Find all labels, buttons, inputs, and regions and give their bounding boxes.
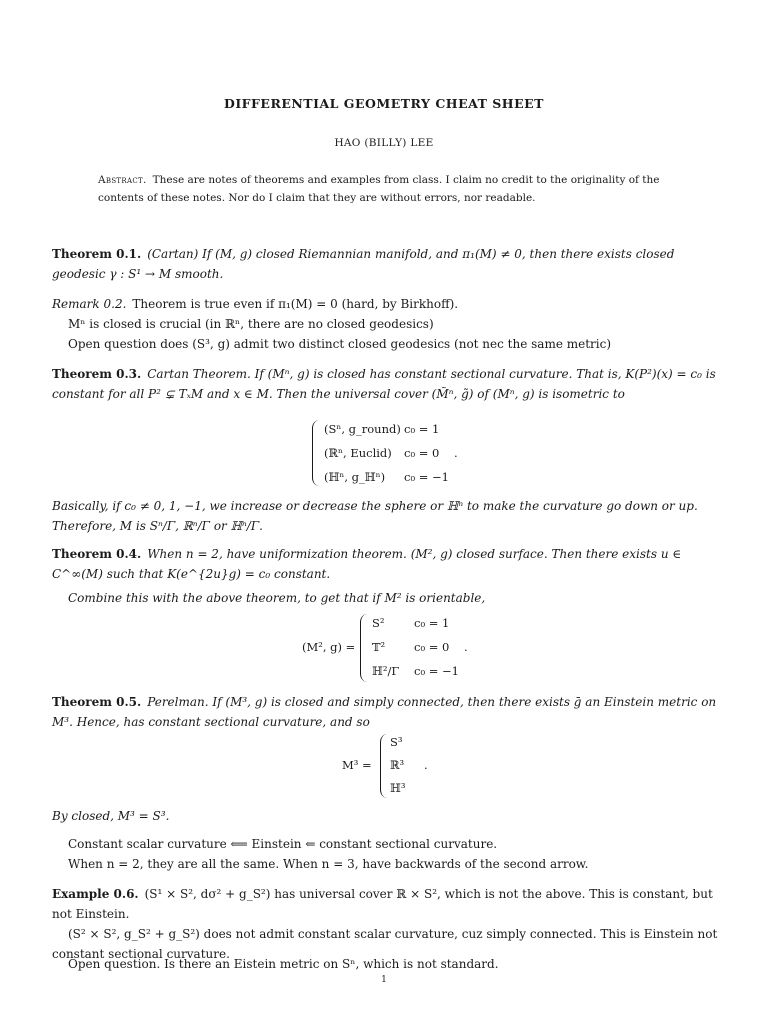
curvature-notes xyxy=(52,834,720,874)
case-space: (ℍⁿ, g_ℍⁿ) xyxy=(324,470,386,484)
theorem-0-4 xyxy=(52,544,720,584)
theorem-0-5 xyxy=(52,692,720,732)
theorem-0-5-equation xyxy=(342,732,452,804)
case-row xyxy=(404,422,439,436)
case-space: 𝕋² xyxy=(372,640,386,654)
case-row xyxy=(324,446,392,460)
theorem-0-1-text: (Cartan) If (M, g) closed Riemannian manifold, and π₁(M) ≠ 0, then there exists closed geodesic γ : S¹ → M smooth. xyxy=(52,247,675,281)
abstract xyxy=(98,171,676,207)
case-space: ℍ³ xyxy=(390,781,406,795)
remark-0-2-line1: Theorem is true even if π₁(M) = 0 (hard, by Birkhoff). xyxy=(132,297,459,311)
theorem-0-3-cases xyxy=(312,418,472,492)
case-row xyxy=(404,446,439,460)
left-brace xyxy=(360,614,367,682)
case-space: (Sⁿ, g_round) xyxy=(324,422,401,436)
case-condition: c₀ = −1 xyxy=(404,470,449,484)
theorem-0-3-label: Theorem 0.3. xyxy=(52,367,142,381)
case-condition: c₀ = 0 xyxy=(404,446,440,460)
case-space: ℍ²/Γ xyxy=(372,664,400,678)
document-title: DIFFERENTIAL GEOMETRY CHEAT SHEET xyxy=(224,96,544,111)
theorem-0-4-label: Theorem 0.4. xyxy=(52,547,142,561)
theorem-0-3-remark: Basically, if c₀ ≠ 0, 1, −1, we increase or decrease the sphere or ℍⁿ to make the curvature go down or up. Therefore, M is Sⁿ/Γ, ℝⁿ/Γ or ℍⁿ/Γ. xyxy=(52,499,698,533)
period: . xyxy=(454,446,458,460)
case-space: S³ xyxy=(390,735,403,749)
theorem-0-5-conclusion: By closed, M³ = S³. xyxy=(52,809,170,823)
period: . xyxy=(424,758,428,772)
abstract-text: These are notes of theorems and examples from class. I claim no credit to the originality of the contents of these notes. Nor do I claim that they are without errors, nor readable. xyxy=(98,174,660,204)
equation-lhs: (M², g) = xyxy=(302,640,356,654)
case-space: S² xyxy=(372,616,385,630)
case-space: ℝ³ xyxy=(390,758,405,772)
theorem-0-3-text: Cartan Theorem. If (Mⁿ, g) is closed has constant sectional curvature. That is, K(P²)(x) = c₀ is constant for all P² ⊊ TₓM and x ∈ M. Then the universal cover (M̃ⁿ, g̃) of (Mⁿ, g) is isometric to xyxy=(52,367,716,401)
remark-0-2-line2: Mⁿ is closed is crucial (in ℝⁿ, there are no closed geodesics) xyxy=(68,317,434,331)
theorem-0-3 xyxy=(52,364,720,404)
author-name: HAO (BILLY) LEE xyxy=(334,137,434,149)
theorem-0-4-combine: Combine this with the above theorem, to get that if M² is orientable, xyxy=(68,591,486,605)
example-0-6 xyxy=(52,884,720,964)
case-condition: c₀ = −1 xyxy=(414,664,459,678)
remark-0-2-line3: Open question does (S³, g) admit two distinct closed geodesics (not nec the same metric) xyxy=(68,337,612,351)
open-question: Open question. Is there an Eistein metric on Sⁿ, which is not standard. xyxy=(68,957,499,971)
example-0-6-text1: (S¹ × S², dσ² + g_S²) has universal cover ℝ × S², which is not the above. This is constant, but not Einstein. xyxy=(52,887,713,921)
example-0-6-text2: (S² × S², g_S² + g_S²) does not admit constant scalar curvature, cuz simply connected. This is Einstein not constant sectional curvature. xyxy=(52,927,718,961)
remark-0-2 xyxy=(52,294,720,354)
left-brace xyxy=(380,734,387,798)
theorem-0-1 xyxy=(52,244,720,284)
theorem-0-1-label: Theorem 0.1. xyxy=(52,247,142,261)
theorem-0-5-label: Theorem 0.5. xyxy=(52,695,142,709)
case-row xyxy=(324,422,401,436)
case-row xyxy=(324,470,385,484)
case-row xyxy=(404,470,449,484)
case-condition: c₀ = 1 xyxy=(404,422,440,436)
period: . xyxy=(464,640,468,654)
remark-0-2-label: Remark 0.2. xyxy=(52,297,127,311)
note-line: When n = 2, they are all the same. When n = 3, have backwards of the second arrow. xyxy=(68,857,589,871)
theorem-0-4-equation xyxy=(302,612,482,688)
equation-lhs: M³ = xyxy=(342,758,372,772)
note-line: Constant scalar curvature ⟸ Einstein ⇐ constant sectional curvature. xyxy=(68,837,498,851)
case-space: (ℝⁿ, Euclid) xyxy=(324,446,392,460)
theorem-0-5-text: Perelman. If (M³, g) is closed and simply connected, then there exists ḡ an Einstein metric on M³. Hence, has constant sectional curvature, and so xyxy=(52,695,717,729)
case-condition: c₀ = 1 xyxy=(414,616,450,630)
theorem-0-4-text: When n = 2, have uniformization theorem. (M², g) closed surface. Then there exists u ∈ C^∞(M) such that K(e^{2u}g) = c₀ constant. xyxy=(52,547,682,581)
abstract-label: Abstract. xyxy=(98,174,147,186)
page-number: 1 xyxy=(381,975,387,985)
case-condition: c₀ = 0 xyxy=(414,640,450,654)
example-0-6-label: Example 0.6. xyxy=(52,887,139,901)
left-brace xyxy=(312,420,319,486)
